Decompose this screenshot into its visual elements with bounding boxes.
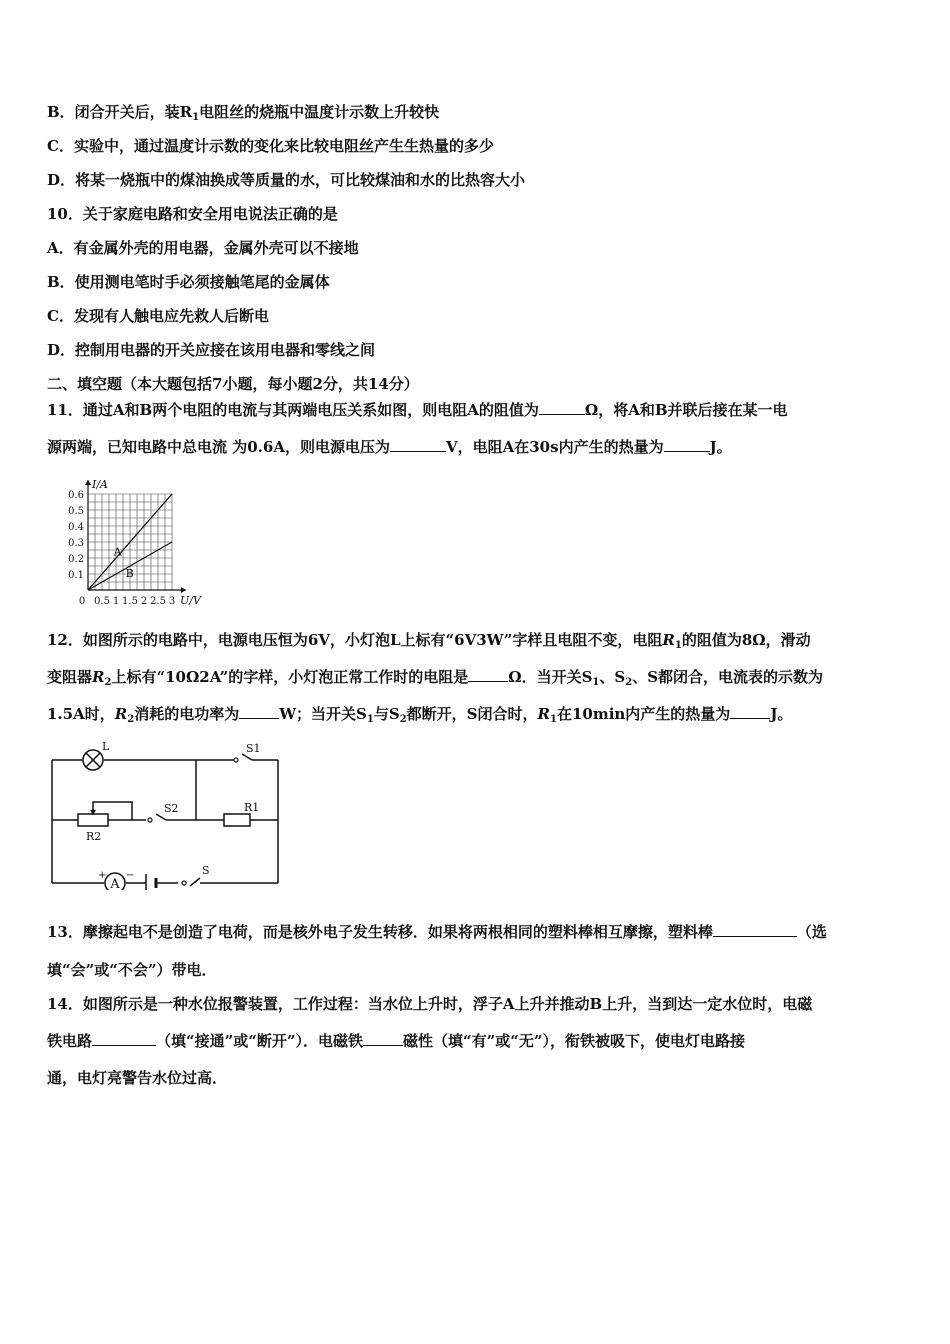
q10-option-d: D．控制用电器的开关应接在该用电器和零线之间 bbox=[47, 341, 376, 359]
battery-icon bbox=[146, 874, 156, 890]
svg-text:A: A bbox=[110, 877, 120, 890]
q13-line1: 13．摩擦起电不是创造了电荷，而是核外电子发生转移．如果将两根相同的塑料棒相互摩擦，塑料棒 （选 bbox=[47, 923, 827, 941]
resistor-icon bbox=[224, 814, 250, 826]
x-tick-label: 1.5 bbox=[122, 596, 138, 607]
y-tick-label: 0.5 bbox=[68, 506, 84, 517]
q14-line1: 14．如图所示是一种水位报警装置，工作过程：当水位上升时，浮子A上升并推动B上升，当到达一定水位时，电磁 bbox=[47, 995, 813, 1013]
answer-blank[interactable] bbox=[730, 704, 770, 719]
y-tick-label: 0.4 bbox=[68, 522, 84, 533]
x-tick-label: 2.5 bbox=[150, 596, 166, 607]
svg-text:L: L bbox=[102, 740, 110, 753]
svg-text:+: + bbox=[98, 870, 107, 881]
svg-text:S1: S1 bbox=[246, 742, 261, 755]
x-tick-label: 2 bbox=[140, 596, 148, 607]
iu-graph bbox=[58, 478, 218, 608]
section-heading: 二、填空题（本大题包括7小题，每小题2分，共14分） bbox=[47, 375, 419, 393]
q14-line3: 通，电灯亮警告水位过高． bbox=[47, 1069, 228, 1087]
q10-option-b: B．使用测电笔时手必须接触笔尾的金属体 bbox=[47, 273, 330, 291]
y-axis-arrow bbox=[85, 480, 91, 485]
answer-blank[interactable] bbox=[390, 437, 446, 452]
q12-line3: 1.5A时，$R_2$消耗的电功率为 W；当开关$S_1$与$S_2$都断开，S闭合时，$R_1$在10min内产生的热量为 J。 bbox=[47, 705, 793, 725]
answer-blank[interactable] bbox=[713, 922, 797, 937]
x-axis-arrow bbox=[181, 587, 186, 593]
y-tick-label: 0.3 bbox=[68, 538, 84, 549]
q10-stem: 10．关于家庭电路和安全用电说法正确的是 bbox=[47, 205, 338, 223]
x-tick-label: 0.5 bbox=[94, 596, 110, 607]
svg-text:−: − bbox=[126, 870, 135, 881]
x-tick-label: 0 bbox=[78, 596, 86, 607]
answer-blank[interactable] bbox=[664, 437, 710, 452]
x-tick-label: 3 bbox=[168, 596, 176, 607]
q10-option-a: A．有金属外壳的用电器，金属外壳可以不接地 bbox=[47, 239, 359, 257]
answer-blank[interactable] bbox=[539, 400, 585, 415]
svg-text:S2: S2 bbox=[164, 802, 179, 815]
answer-blank[interactable] bbox=[363, 1031, 403, 1046]
answer-blank[interactable] bbox=[468, 667, 508, 682]
q12-line2: 变阻器$R_2$上标有“10Ω2A”的字样，小灯泡正常工作时的电阻是 Ω．当开关$S_1$、$S_2$、S都闭合，电流表的示数为 bbox=[47, 668, 824, 688]
q10-option-c: C．发现有人触电应先救人后断电 bbox=[47, 307, 269, 325]
x-axis-label: U/V bbox=[180, 594, 201, 607]
y-axis-label: I/A bbox=[92, 478, 108, 491]
q9-option-d: D．将某一烧瓶中的煤油换成等质量的水，可比较煤油和水的比热容大小 bbox=[47, 171, 526, 189]
series-label-A: A bbox=[113, 545, 122, 559]
q11-line1: 11．通过A和B两个电阻的电流与其两端电压关系如图，则电阻A的阻值为 Ω，将A和B并联后接在某一电 bbox=[47, 401, 788, 419]
q9-option-c: C．实验中，通过温度计示数的变化来比较电阻丝产生生热量的多少 bbox=[47, 137, 494, 155]
ammeter-icon bbox=[105, 873, 125, 890]
svg-text:R2: R2 bbox=[86, 830, 102, 843]
lamp-icon bbox=[83, 750, 103, 770]
q12-line1: 12．如图所示的电路中，电源电压恒为6V，小灯泡L上标有“6V3W”字样且电阻不变，电阻$R_1$的阻值为8Ω，滑动 bbox=[47, 631, 811, 651]
q14-line2: 铁电路 （填“接通”或“断开”）．电磁铁 磁性（填“有”或“无”），衔铁被吸下，使电灯电路接 bbox=[47, 1032, 746, 1050]
series-label-B: B bbox=[125, 566, 134, 580]
x-tick-label: 1 bbox=[112, 596, 120, 607]
circuit-diagram bbox=[46, 738, 286, 890]
svg-text:R1: R1 bbox=[244, 801, 260, 814]
q13-line2: 填“会”或“不会”）带电． bbox=[47, 961, 217, 979]
answer-blank[interactable] bbox=[239, 704, 279, 719]
svg-text:S: S bbox=[202, 864, 210, 877]
y-tick-label: 0.6 bbox=[68, 490, 84, 501]
q11-line2: 源两端，已知电路中总电流 为0.6A，则电源电压为 V，电阻A在30s内产生的热量为 J。 bbox=[47, 438, 732, 456]
rheostat-icon bbox=[78, 814, 108, 826]
q9-option-b: B．闭合开关后，装$R_1$电阻丝的烧瓶中温度计示数上升较快 bbox=[47, 103, 440, 123]
y-tick-label: 0.1 bbox=[68, 570, 84, 581]
y-tick-label: 0.2 bbox=[68, 554, 84, 565]
answer-blank[interactable] bbox=[92, 1031, 156, 1046]
